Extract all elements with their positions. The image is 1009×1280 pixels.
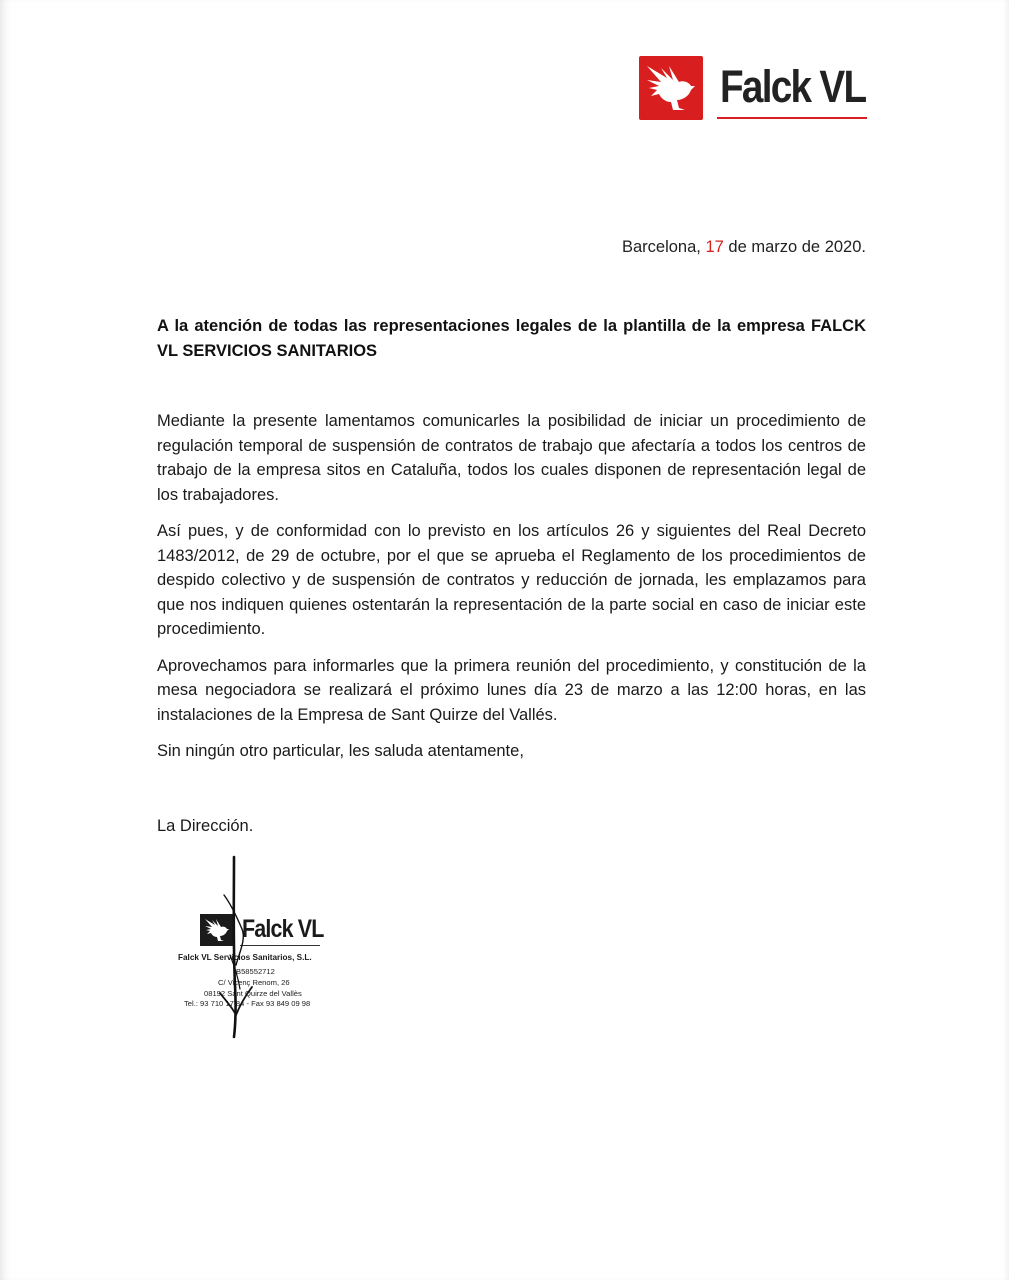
letter-heading: A la atención de todas las representaciones legales de la plantilla de la empresa FALCK VL SERVICIOS SANITARIOS	[157, 317, 866, 360]
paragraph-legal: Así pues, y de conformidad con lo previsto en los artículos 26 y siguientes del Real Decreto 1483/2012, de 29 de octubre, por el que se aprueba el Reglamento de los procedimientos de despido colectivo y de suspensión de contratos y reducción de jornada, les emplazamos para que nos indiquen quienes ostentarán la representación de la parte social en caso de iniciar este procedimiento.	[157, 522, 866, 638]
stamp-brand-name: Falck VL	[242, 915, 324, 943]
stamp-phone: Tel.: 93 710 17 84 - Fax 93 849 09 98	[184, 999, 311, 1008]
letter-body	[157, 409, 866, 776]
stamp-company-name: Falck VL Servicios Sanitarios, S.L.	[178, 953, 312, 962]
stamp-city: 08192 Sant Quirze del Vallès	[204, 989, 302, 998]
eagle-logo-icon	[639, 56, 703, 120]
paragraph-meeting: Aprovechamos para informarles que la primera reunión del procedimiento, y constitución de la mesa negociadora se realizará el próximo lunes día 23 de marzo a las 12:00 horas, en las instalaciones de la Empresa de Sant Quirze del Vallés.	[157, 656, 866, 724]
paragraph-intro: Mediante la presente lamentamos comunicarles la posibilidad de iniciar un procedimiento de regulación temporal de suspensión de contratos de trabajo que afectaría a todos los centros de trabajo de la empresa sitos en Cataluña, todos los cuales disponen de representación legal de los trabajadores.	[157, 412, 866, 504]
letter-date	[622, 238, 866, 257]
date-city: Barcelona,	[621, 238, 706, 256]
date-rest: de marzo de 2020.	[723, 238, 866, 256]
date-day: 17	[705, 238, 724, 256]
signature-icon	[190, 855, 290, 1040]
brand-name: Falck VL	[720, 61, 866, 112]
stamp-cif: B58552712	[236, 967, 275, 976]
sign-off: La Dirección.	[157, 817, 254, 835]
paragraph-closing: Sin ningún otro particular, les saluda atentamente,	[157, 742, 524, 760]
logo-underline	[717, 117, 867, 119]
stamp-address: C/ Vicenç Renom, 26	[218, 978, 290, 987]
letterhead-logo	[639, 56, 867, 122]
